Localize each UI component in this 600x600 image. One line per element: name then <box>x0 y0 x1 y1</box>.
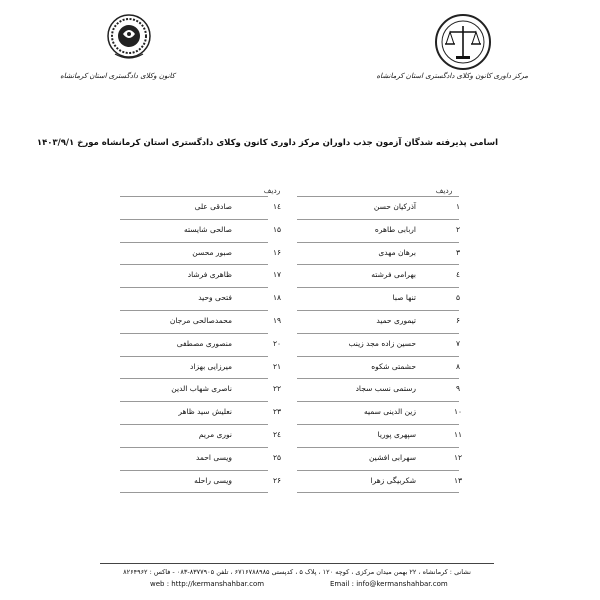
left-row-name: ویسی احمد <box>195 452 232 462</box>
table-rule <box>120 470 268 471</box>
left-row-name: میرزایی بهزاد <box>190 361 232 371</box>
footer-divider <box>100 563 494 564</box>
right-row-number: ۶ <box>455 316 461 325</box>
left-logo-caption: کانون وکلای دادگستری استان کرمانشاه <box>60 72 175 80</box>
document-title: اسامی پذیرفته شدگان آزمون جذب داوران مرکز داوری کانون وکلای دادگستری استان کرمانشاه مورخ ۱۴۰۳/۹/۱ <box>36 138 498 148</box>
table-rule <box>297 401 459 402</box>
left-column-header: ردیف <box>263 186 281 195</box>
left-row-name: صالحی شایسته <box>183 224 232 234</box>
right-row-name: رستمی نسب سجاد <box>355 384 416 394</box>
bar-association-logo <box>105 12 153 64</box>
right-row-name: تنها صبا <box>392 293 416 303</box>
left-row-name: نوری مریم <box>198 430 232 439</box>
right-row-name: اربابی طاهره <box>374 224 416 234</box>
left-row-number: ۱۷ <box>272 270 282 280</box>
footer-web: web : http://kermanshahbar.com <box>150 580 265 588</box>
table-rule <box>297 333 459 334</box>
left-row-name: ظاهری فرشاد <box>187 270 232 280</box>
table-rule <box>120 219 268 220</box>
table-rule <box>120 264 268 265</box>
left-row-name: ناصری شهاب الدین <box>171 384 232 394</box>
table-rule <box>297 310 459 311</box>
right-column-header: ردیف <box>435 186 453 195</box>
left-row-name: منصوری مصطفی <box>176 338 232 348</box>
table-rule <box>120 447 268 448</box>
right-row-name: تیموری حمید <box>376 316 416 325</box>
left-row-number: ۲۰ <box>272 338 282 348</box>
right-row-name: سهرابی افشین <box>368 452 416 462</box>
left-row-number: ۱٤ <box>272 202 282 211</box>
left-row-number: ۲۱ <box>272 361 282 371</box>
right-row-number: ۷ <box>455 338 461 348</box>
left-row-number: ۱۸ <box>272 293 282 303</box>
left-row-name: صادقی علی <box>194 202 232 211</box>
right-row-number: ۲ <box>455 224 461 234</box>
table-rule <box>297 470 459 471</box>
left-row-name: فتحی وحید <box>198 293 232 303</box>
table-rule <box>120 356 268 357</box>
right-row-name: آذرکیان حسن <box>373 202 416 211</box>
left-row-name: نعلیش سید ظاهر <box>178 407 232 417</box>
left-row-number: ۲۲ <box>272 384 282 394</box>
right-row-number: ۹ <box>455 384 461 394</box>
table-rule <box>120 310 268 311</box>
right-row-number: ۸ <box>455 361 461 371</box>
left-row-name: محمدصالحی مرجان <box>169 316 232 325</box>
footer-email: Email : info@kermanshahbar.com <box>330 580 448 588</box>
table-rule <box>120 242 268 243</box>
right-row-name: بهرامی فرشته <box>371 270 416 280</box>
right-row-number: ٤ <box>455 270 461 280</box>
right-row-number: ۱۳ <box>453 475 463 485</box>
right-row-name: برهان مهدی <box>378 247 416 257</box>
right-row-number: ۵ <box>455 293 461 303</box>
left-row-number: ۲۶ <box>272 475 282 485</box>
table-rule <box>297 424 459 425</box>
table-rule <box>120 424 268 425</box>
left-row-number: ۱۹ <box>272 316 282 325</box>
left-row-number: ۲۳ <box>272 407 282 417</box>
table-rule <box>297 287 459 288</box>
left-row-name: ویسی راحله <box>194 475 232 485</box>
left-row-name: صبور محسن <box>192 247 232 257</box>
table-rule <box>120 492 268 493</box>
table-rule <box>297 264 459 265</box>
footer-address: نشانی : کرمانشاه ، ۲۲ بهمن میدان مرکزی ، کوچه ۱۲۰ ، پلاک ۵ ، کدپستی ۶۷۱۶۷۸۸۹۸۵ ، تلفن ۸۳۷۷۹۰۵-۰۸۳ - فاکس : ۸۲۶۴۹۶۲ <box>123 568 471 576</box>
table-rule <box>297 378 459 379</box>
table-rule <box>297 447 459 448</box>
right-row-name: حسین زاده مجد زینب <box>348 338 416 348</box>
right-row-name: زین الدینی سمیه <box>364 407 416 417</box>
left-row-number: ۲٤ <box>272 430 282 439</box>
right-row-number: ۳ <box>455 247 461 257</box>
table-rule <box>297 219 459 220</box>
left-row-number: ۲۵ <box>272 452 282 462</box>
right-row-name: شکربیگی زهرا <box>370 475 416 485</box>
table-rule <box>120 333 268 334</box>
table-rule <box>120 401 268 402</box>
right-row-name: حشمتی شکوه <box>371 361 416 371</box>
left-row-number: ۱۵ <box>272 224 282 234</box>
right-row-number: ۱ <box>455 202 461 211</box>
right-row-number: ۱۱ <box>453 430 463 439</box>
left-row-number: ۱۶ <box>272 247 282 257</box>
right-row-number: ۱۲ <box>453 452 463 462</box>
table-rule <box>120 287 268 288</box>
right-logo-caption: مرکز داوری کانون وکلای دادگستری استان کرمانشاه <box>376 72 528 80</box>
table-rule <box>297 492 459 493</box>
arbitration-center-logo <box>428 12 498 72</box>
table-rule <box>297 196 459 197</box>
table-rule <box>297 242 459 243</box>
table-rule <box>120 378 268 379</box>
table-rule <box>297 356 459 357</box>
right-row-number: ۱۰ <box>453 407 463 417</box>
table-rule <box>120 196 268 197</box>
right-row-name: سپهری پوریا <box>377 430 416 439</box>
